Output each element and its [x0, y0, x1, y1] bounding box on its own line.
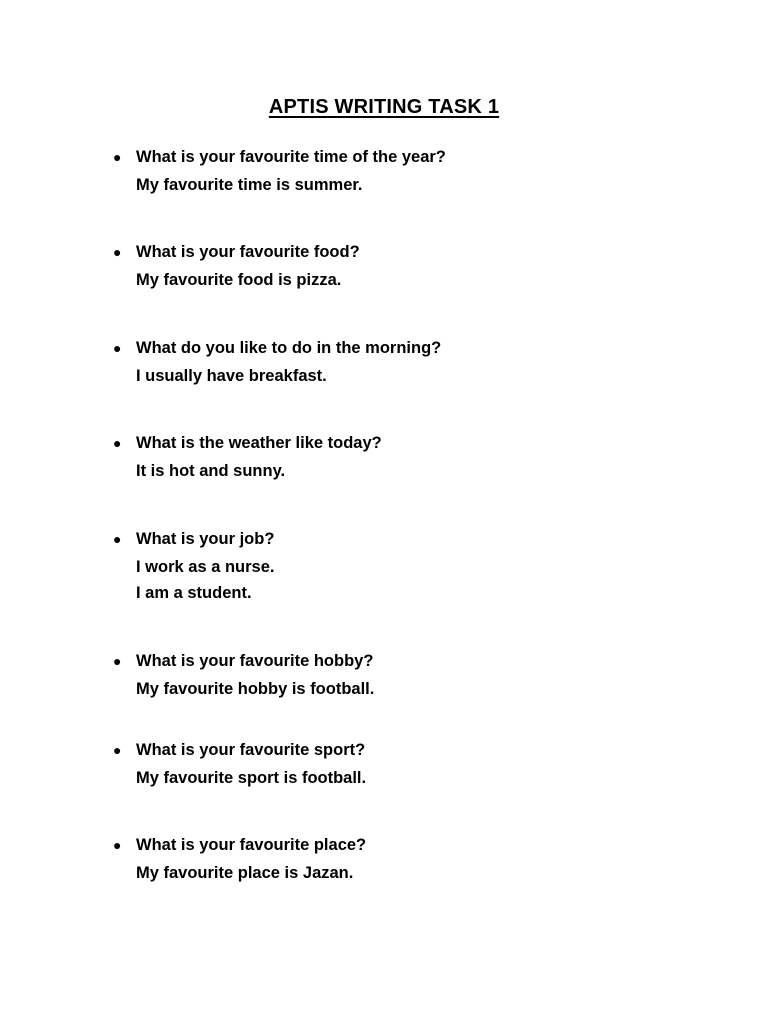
- bullet-icon: ●: [113, 435, 122, 451]
- bullet-icon: ●: [113, 742, 122, 758]
- page-title: APTIS WRITING TASK 1: [268, 96, 500, 118]
- answer-text: My favourite hobby is football.: [136, 680, 375, 698]
- list-item: [113, 143, 733, 199]
- answer-text: My favourite food is pizza.: [136, 271, 342, 289]
- list-item: [113, 736, 733, 792]
- answer-text: My favourite place is Jazan.: [136, 864, 354, 882]
- bullet-icon: ●: [113, 149, 122, 165]
- list-item: [113, 334, 733, 390]
- answer-text: I usually have breakfast.: [136, 367, 327, 385]
- question-text: What is your favourite hobby?: [136, 652, 374, 670]
- bullet-icon: ●: [113, 340, 122, 356]
- question-text: What is your favourite food?: [136, 243, 360, 261]
- list-item: [113, 525, 733, 607]
- answer-text: I work as a nurse.: [136, 558, 275, 576]
- list-item: [113, 429, 733, 485]
- list-item: [113, 831, 733, 887]
- list-item: [113, 238, 733, 294]
- question-text: What do you like to do in the morning?: [136, 339, 442, 357]
- question-text: What is your favourite sport?: [136, 741, 366, 759]
- bullet-icon: ●: [113, 653, 122, 669]
- question-text: What is your job?: [136, 530, 275, 548]
- answer-text: I am a student.: [136, 584, 252, 602]
- bullet-icon: ●: [113, 837, 122, 853]
- answer-text: It is hot and sunny.: [136, 462, 286, 480]
- list-item: [113, 647, 733, 703]
- bullet-icon: ●: [113, 531, 122, 547]
- question-text: What is your favourite place?: [136, 836, 367, 854]
- question-text: What is the weather like today?: [136, 434, 382, 452]
- bullet-icon: ●: [113, 244, 122, 260]
- question-text: What is your favourite time of the year?: [136, 148, 446, 166]
- answer-text: My favourite time is summer.: [136, 176, 363, 194]
- answer-text: My favourite sport is football.: [136, 769, 367, 787]
